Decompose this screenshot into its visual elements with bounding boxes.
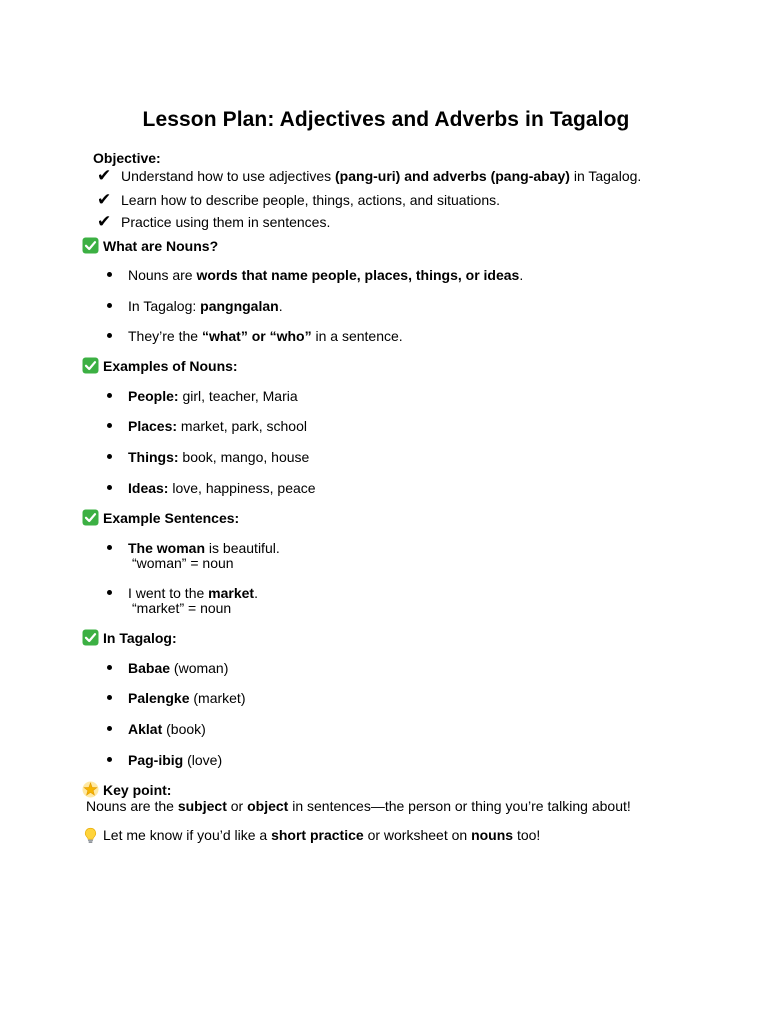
list-item: The woman is beautiful. [128,540,280,556]
objective-item: Learn how to describe people, things, actions, and situations. [121,192,501,208]
bullet-icon [107,272,112,277]
list-item-note: “woman” = noun [132,555,234,571]
green-check-icon [82,629,99,646]
objective-heading: Objective: [93,150,161,166]
objective-item: Practice using them in sentences. [121,214,331,230]
list-item: People: girl, teacher, Maria [128,388,298,404]
list-item: They’re the “what” or “who” in a sentence. [128,328,403,344]
bullet-icon [107,545,112,550]
green-check-icon [82,509,99,526]
list-item: Babae (woman) [128,660,229,676]
bullet-icon [107,695,112,700]
list-item: In Tagalog: pangngalan. [128,298,283,314]
bullet-icon [107,303,112,308]
bullet-icon [107,393,112,398]
light-bulb-icon [82,827,99,844]
list-item: Ideas: love, happiness, peace [128,480,316,496]
list-item: Places: market, park, school [128,418,307,434]
glowing-star-icon [82,781,99,798]
list-item: Nouns are words that name people, places, things, or ideas. [128,267,524,283]
section-heading: Examples of Nouns: [103,358,238,374]
bullet-icon [107,726,112,731]
bullet-icon [107,454,112,459]
key-point-heading: Key point: [103,782,172,798]
bullet-icon [107,665,112,670]
checkmark-icon: ✔ [97,212,112,231]
bullet-icon [107,757,112,762]
bullet-icon [107,333,112,338]
section-heading: Example Sentences: [103,510,240,526]
list-item: Pag-ibig (love) [128,752,223,768]
bullet-icon [107,590,112,595]
checkmark-icon: ✔ [97,166,112,185]
objective-item: Understand how to use adjectives (pang-uri) and adverbs (pang-abay) in Tagalog. [121,168,642,184]
list-item: I went to the market. [128,585,258,601]
checkmark-icon: ✔ [97,190,112,209]
section-heading: In Tagalog: [103,630,177,646]
green-check-icon [82,357,99,374]
closing-text: Let me know if you’d like a short practice or worksheet on nouns too! [103,827,541,843]
list-item: Palengke (market) [128,690,246,706]
bullet-icon [107,423,112,428]
bullet-icon [107,485,112,490]
list-item: Aklat (book) [128,721,206,737]
list-item-note: “market” = noun [132,600,232,616]
green-check-icon [82,237,99,254]
list-item: Things: book, mango, house [128,449,310,465]
key-point-text: Nouns are the subject or object in sentences—the person or thing you’re talking about! [86,798,631,814]
page-title: Lesson Plan: Adjectives and Adverbs in Tagalog [142,108,630,131]
section-heading: What are Nouns? [103,238,219,254]
